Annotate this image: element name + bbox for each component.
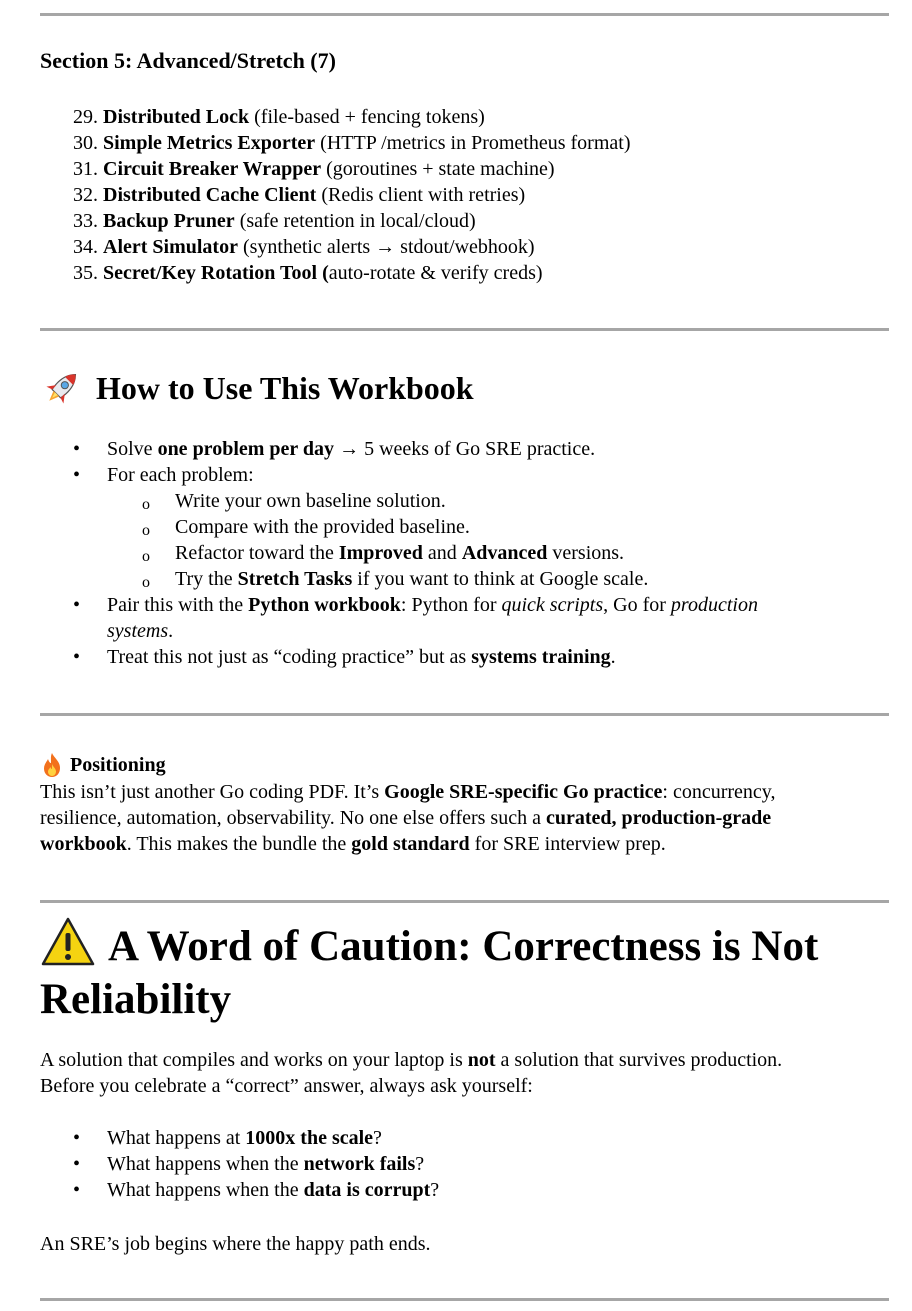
sub-bullet-circle: o [142, 522, 150, 539]
horizontal-rule [40, 1298, 889, 1301]
rocket-icon [40, 366, 84, 410]
numbered-list [73, 104, 630, 286]
paragraph-line: This isn’t just another Go coding PDF. It’s Google SRE-specific Go practice: concurrency, [40, 781, 776, 803]
list-item: 32. Distributed Cache Client (Redis client with retries) [73, 184, 526, 206]
bullet-dot: • [73, 438, 81, 460]
caution-heading [40, 916, 818, 1026]
list-item: Solve one problem per day → 5 weeks of Go SRE practice. [107, 438, 596, 460]
list-item: 30. Simple Metrics Exporter (HTTP /metrics in Prometheus format) [73, 132, 631, 154]
list-item-continuation: systems. [107, 620, 174, 642]
list-item: 29. Distributed Lock (file-based + fencing tokens) [73, 106, 485, 128]
paragraph-line: workbook. This makes the bundle the gold standard for SRE interview prep. [40, 833, 666, 855]
sub-list-item: Try the Stretch Tasks if you want to think at Google scale. [175, 568, 649, 590]
closing-line: An SRE’s job begins where the happy path ends. [40, 1233, 431, 1255]
paragraph-line: resilience, automation, observability. No one else offers such a curated, production-grade [40, 807, 772, 829]
horizontal-rule [40, 13, 889, 16]
list-item: What happens when the network fails? [107, 1153, 425, 1175]
horizontal-rule [40, 713, 889, 716]
sub-bullet-circle: o [142, 548, 150, 565]
sub-bullet-circle: o [142, 496, 150, 513]
list-item: What happens when the data is corrupt? [107, 1179, 440, 1201]
sub-list-item: Write your own baseline solution. [175, 490, 446, 512]
bullet-dot: • [73, 464, 81, 486]
bullet-dot: • [73, 1179, 81, 1201]
sub-list-item: Compare with the provided baseline. [175, 516, 470, 538]
list-item: 35. Secret/Key Rotation Tool (auto-rotate & verify creds) [73, 262, 543, 284]
horizontal-rule [40, 900, 889, 903]
how-to-use-title: How to Use This Workbook [96, 370, 474, 406]
sub-bullet-circle: o [142, 574, 150, 591]
list-item: Pair this with the Python workbook: Python for quick scripts, Go for production [107, 594, 758, 616]
how-to-use-heading [40, 366, 474, 410]
list-item: Treat this not just as “coding practice” but as systems training. [107, 646, 616, 668]
caution-title-line-2: Reliability [40, 976, 232, 1023]
bullet-dot: • [73, 1127, 81, 1149]
positioning-title: Positioning [70, 754, 166, 776]
fire-icon [40, 752, 64, 778]
positioning-heading [40, 752, 166, 778]
list-item: 31. Circuit Breaker Wrapper (goroutines + state machine) [73, 158, 555, 180]
list-item: For each problem: [107, 464, 254, 486]
bullet-dot: • [73, 646, 81, 668]
paragraph-line: A solution that compiles and works on your laptop is not a solution that survives production. [40, 1049, 783, 1071]
bullet-dot: • [73, 1153, 81, 1175]
section-heading: Section 5: Advanced/Stretch (7) [40, 48, 336, 73]
bullet-dot: • [73, 594, 81, 616]
warning-icon [40, 916, 96, 968]
sub-list-item: Refactor toward the Improved and Advanced versions. [175, 542, 625, 564]
horizontal-rule [40, 328, 889, 331]
list-item: 34. Alert Simulator (synthetic alerts → stdout/webhook) [73, 236, 535, 258]
list-item: What happens at 1000x the scale? [107, 1127, 382, 1149]
list-item: 33. Backup Pruner (safe retention in local/cloud) [73, 210, 476, 232]
caution-title-line-1: A Word of Caution: Correctness is Not [108, 923, 819, 970]
paragraph-line: Before you celebrate a “correct” answer, always ask yourself: [40, 1075, 533, 1097]
